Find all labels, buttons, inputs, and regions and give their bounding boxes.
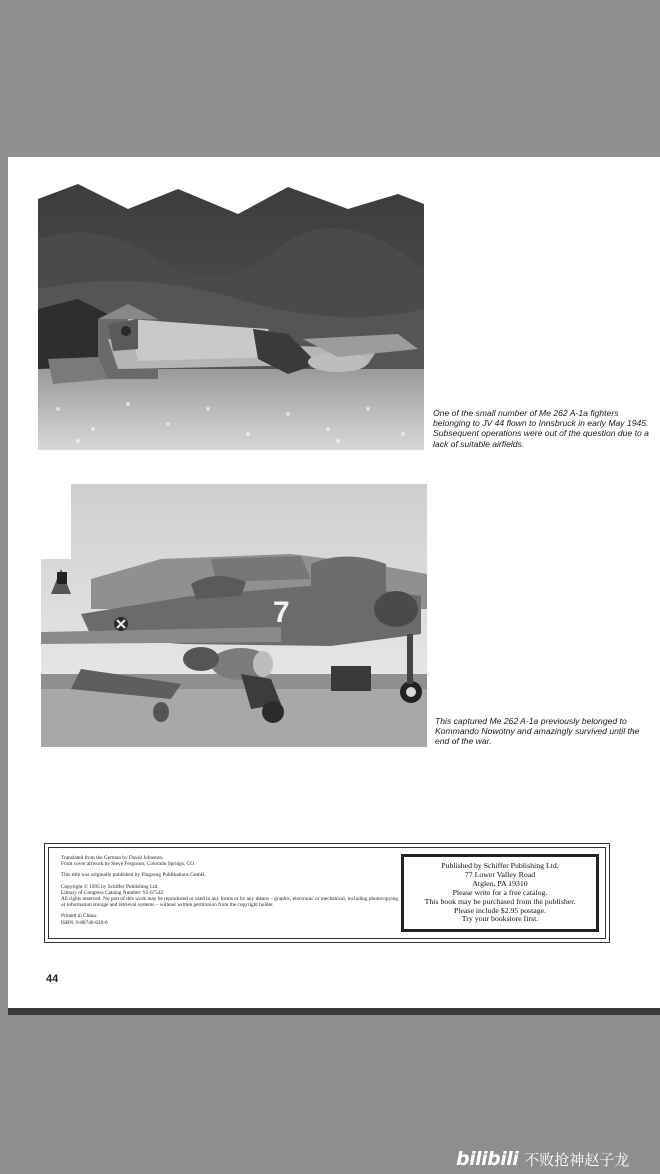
uploader-name: 不败抢神赵子龙: [524, 1150, 630, 1169]
publisher-street: 77 Lower Valley Road: [464, 869, 536, 879]
publisher-name: Published by Schiffer Publishing Ltd.: [441, 861, 559, 870]
bilibili-watermark: [456, 1144, 629, 1174]
page-number: 44: [46, 973, 59, 985]
publisher-postage-note: Please include $2.95 postage.: [453, 905, 547, 915]
photo-me262-innsbruck: [38, 179, 424, 450]
caption-photo-1: One of the small number of Me 262 A-1a fighters belonging to JV 44 flown to Innsbruck in early May 1945. Subsequent operations were out of the question due to a lack of suitable airfields.: [433, 408, 649, 449]
credit-translator: Translated from the German by David Johnston.: [61, 855, 164, 861]
book-page: [8, 157, 660, 1013]
aircraft-number-marking: 7: [273, 596, 290, 629]
printed-in: Printed in China.: [61, 913, 98, 920]
credit-cover-artist: Front cover artwork by Steve Ferguson, Colorado Springs, CO.: [61, 861, 196, 868]
publisher-purchase-note: This book may be purchased from the publisher.: [424, 896, 576, 906]
photo-me262-captured: [41, 484, 427, 747]
publisher-catalog-note: Please write for a free catalog.: [452, 887, 548, 897]
credits-block: [61, 855, 401, 926]
rights-statement: All rights reserved. No part of this work may be reproduced or used in any forms or by any means – graphic, electronic or mechanical, including photocopying or information storage and retrieval systems – without written permission from the copyright holder.: [61, 896, 398, 909]
publisher-bookstore-note: Try your bookstore first.: [461, 914, 539, 924]
isbn: ISBN: 0-88740-820-0: [61, 919, 108, 926]
publisher-box: [401, 854, 599, 932]
colophon-box: [44, 843, 610, 943]
page-edge-shadow: [8, 1008, 660, 1015]
credit-original-publisher: This title was originally published by Flugzeug Publikations GmbH.: [61, 872, 206, 879]
publisher-city: Atglen, PA 19310: [472, 878, 528, 888]
caption-photo-2: This captured Me 262 A-1a previously belonged to Kommando Nowotny and amazingly survived until the end of the war.: [435, 716, 640, 747]
bilibili-logo: bilibili: [456, 1148, 519, 1170]
copyright-notice: Copyright © 1995 by Schiffer Publishing Ltd.: [61, 883, 159, 890]
loc-number: Library of Congress Catalog Number: 95-67542: [61, 889, 164, 896]
